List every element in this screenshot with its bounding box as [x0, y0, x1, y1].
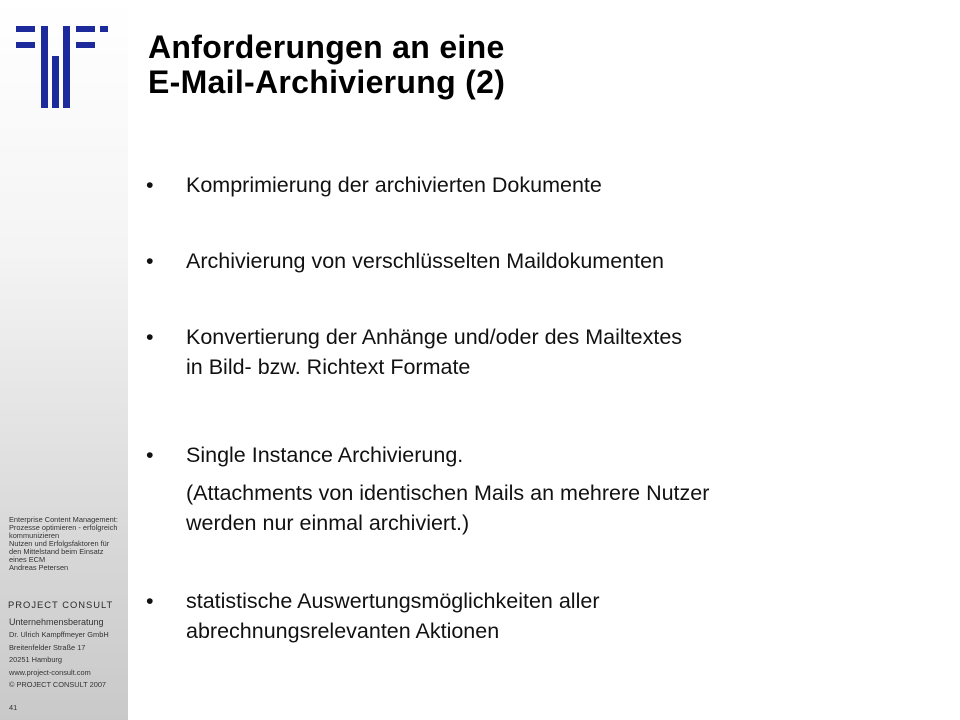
bullet-text: statistische Auswertungsmöglichkeiten aller [186, 589, 600, 613]
slide-title-line: Anforderungen an eine [148, 29, 505, 65]
sidebar-ecm-line: Prozesse optimieren - erfolgreich [9, 523, 118, 532]
bullet-text: (Attachments von identischen Mails an mehrere Nutzer [186, 481, 710, 505]
sidebar-address-line: Unternehmensberatung [9, 617, 104, 627]
page-number: 41 [9, 703, 18, 712]
bullet-text: in Bild- bzw. Richtext Formate [186, 355, 471, 379]
sidebar-company: PROJECT CONSULT [8, 599, 114, 610]
sidebar-ecm-line: Enterprise Content Management: [9, 515, 118, 524]
bullet-text: Archivierung von verschlüsselten Maildokumenten [186, 249, 665, 273]
bullet-text: Single Instance Archivierung. [186, 443, 464, 467]
bullet-item [146, 586, 926, 646]
bullet-item [146, 246, 926, 276]
bullet-item [146, 170, 926, 200]
bullet-text: Konvertierung der Anhänge und/oder des Mailtextes [186, 325, 683, 349]
slide-title-line: E-Mail-Archivierung (2) [148, 64, 506, 100]
sidebar-ecm-line: den Mittelstand beim Einsatz [9, 547, 104, 556]
bullet-dot-icon: • [146, 443, 154, 467]
bullet-item [146, 322, 926, 382]
sidebar-ecm-line: Nutzen und Erfolgsfaktoren für [9, 539, 110, 548]
bullet-item [146, 440, 926, 538]
bullet-text: werden nur einmal archiviert.) [186, 511, 470, 535]
sidebar-speaker: Andreas Petersen [9, 563, 69, 572]
bullet-text: abrechnungsrelevanten Aktionen [186, 619, 500, 643]
sidebar-address-line: 20251 Hamburg [9, 655, 63, 665]
bullet-text: Komprimierung der archivierten Dokumente [186, 173, 602, 197]
bullet-dot-icon: • [146, 173, 154, 197]
sidebar-website: www.project-consult.com [9, 667, 91, 677]
sidebar-address-line: Breitenfelder Straße 17 [9, 642, 86, 652]
sidebar-copyright: © PROJECT CONSULT 2007 [9, 680, 107, 690]
bullet-dot-icon: • [146, 249, 154, 273]
bullet-dot-icon: • [146, 589, 154, 613]
sidebar-ecm-line: eines ECM [9, 555, 46, 564]
sidebar-address-line: Dr. Ulrich Kampffmeyer GmbH [9, 630, 109, 639]
bullet-dot-icon: • [146, 325, 154, 349]
sidebar-ecm-line: kommunizieren [9, 531, 60, 540]
